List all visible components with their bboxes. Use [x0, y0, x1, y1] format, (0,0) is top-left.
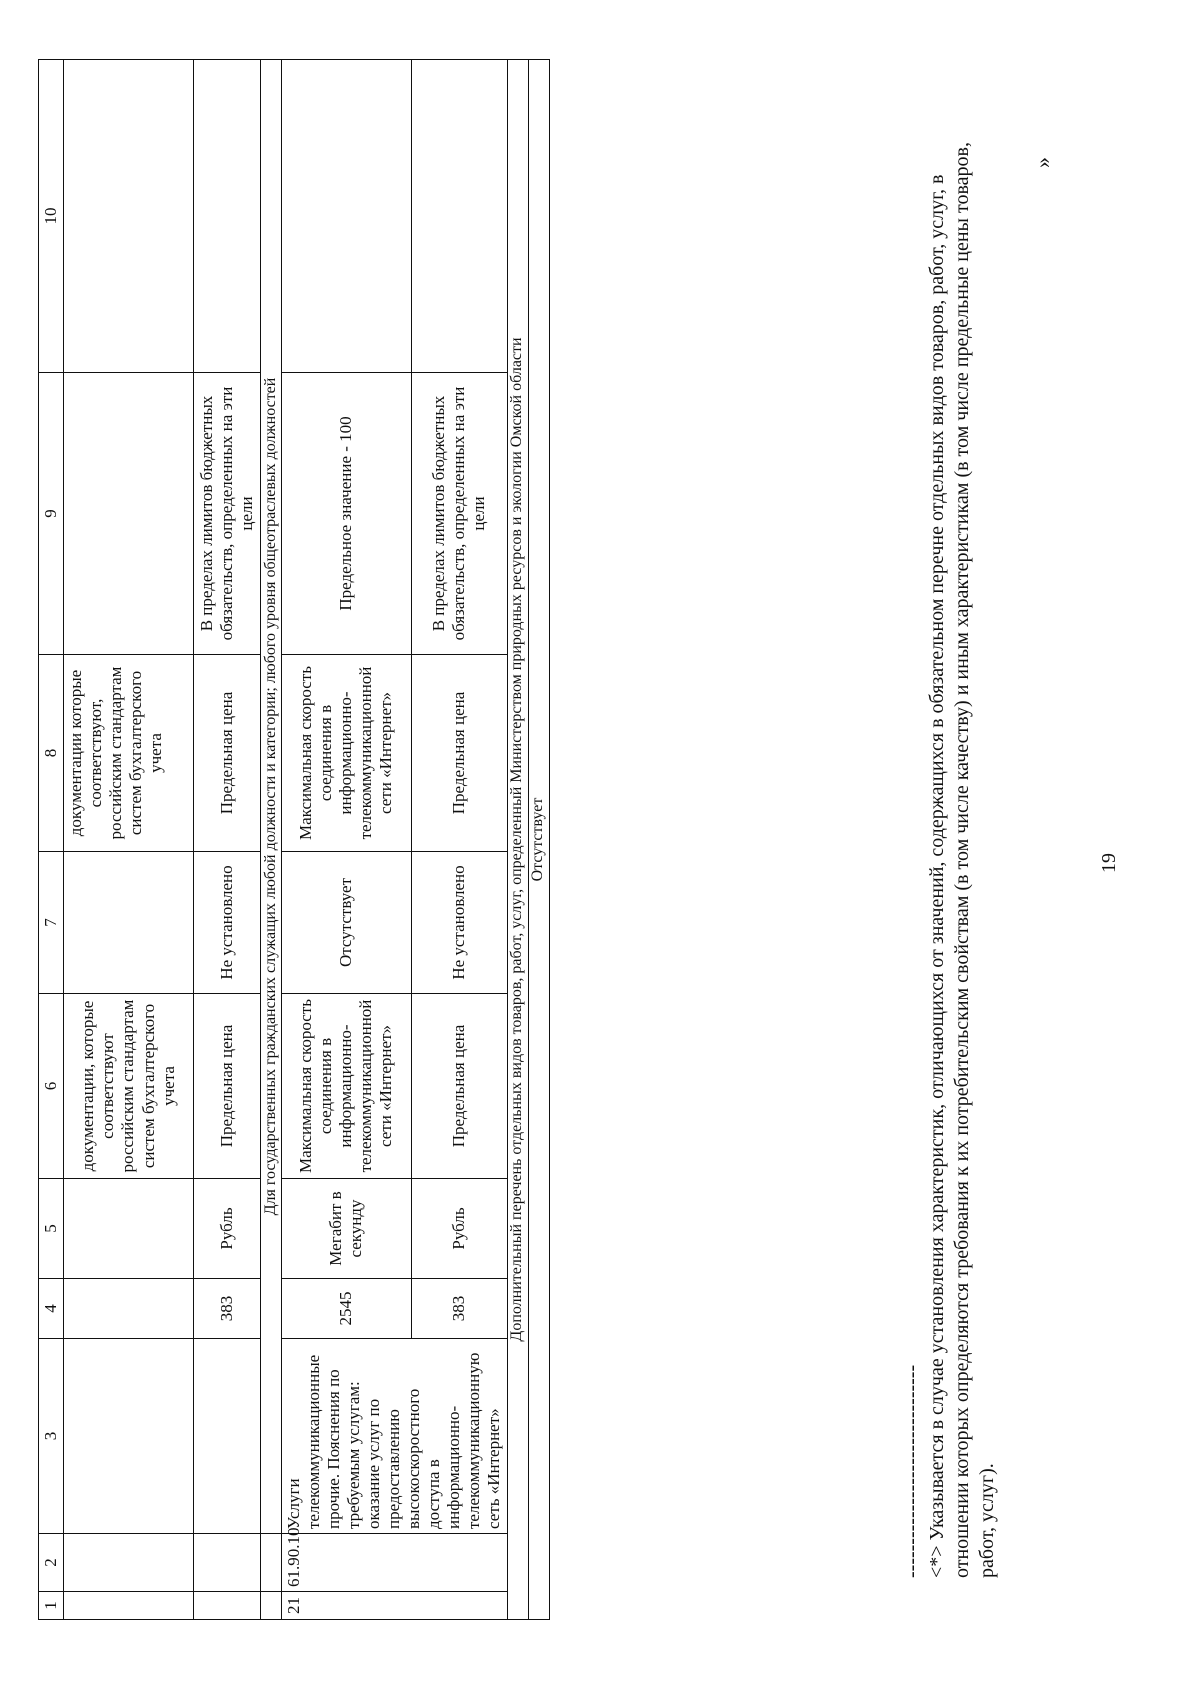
speed-col4: 2545 — [282, 1279, 412, 1339]
additional-band: Дополнительный перечень отдельных видов товаров, работ, услуг, определенный Министерством природных ресурсов и экологии Омской области — [507, 60, 528, 1620]
cell — [194, 1534, 261, 1592]
header-numbers-row — [39, 60, 64, 1620]
header-col-1: 1 — [39, 1592, 64, 1620]
price-a-col7: Не установлено — [194, 852, 261, 994]
absent-band-row — [528, 60, 549, 1620]
footnote-separator: -------------------------------- — [901, 1364, 923, 1578]
cell — [194, 1339, 261, 1534]
cell — [64, 1279, 194, 1339]
page-number: 19 — [1098, 853, 1120, 873]
price-a-col9: В пределах лимитов бюджетных обязательств, определенных на эти цели — [194, 373, 261, 655]
cell — [194, 60, 261, 373]
price-b-col8: Предельная цена — [411, 655, 507, 852]
cont-col6: документации, которые соответствуют российским стандартам систем бухгалтерского учета — [64, 994, 194, 1179]
additional-band-row — [507, 60, 528, 1620]
price-b-col6: Предельная цена — [411, 994, 507, 1179]
speed-col6: Максимальная скорость соединения в информационно-телекоммуникационной сети «Интернет» — [282, 994, 412, 1179]
header-col-2: 2 — [39, 1534, 64, 1592]
cell — [64, 1592, 194, 1620]
header-col-7: 7 — [39, 852, 64, 994]
row-21-code: 61.90.10 — [282, 1534, 508, 1592]
footnote-text: <*> Указывается в случае установления характеристик, отличающихся от значений, содержащихся в обязательном перечне отдельных видов товаров, работ, услуг, в отношении которых определяются требования к их потребительским свойствам (в том числе качеству) и иным характеристикам (в том числе предельные цены товаров, работ, услуг). — [926, 142, 998, 1578]
price-b-col9: В пределах лимитов бюджетных обязательств, определенных на эти цели — [411, 373, 507, 655]
cell — [64, 373, 194, 655]
header-col-6: 6 — [39, 994, 64, 1179]
header-col-5: 5 — [39, 1179, 64, 1279]
header-col-10: 10 — [39, 60, 64, 373]
continuation-row — [64, 60, 194, 1620]
header-col-8: 8 — [39, 655, 64, 852]
rotated-page — [0, 18, 1180, 1668]
price-a-col8: Предельная цена — [194, 655, 261, 852]
cell — [261, 1534, 282, 1592]
closing-quote: » — [1030, 157, 1055, 168]
price-a-col4: 383 — [194, 1279, 261, 1339]
price-b-col4: 383 — [411, 1279, 507, 1339]
cell — [261, 1592, 282, 1620]
price-a-col6: Предельная цена — [194, 994, 261, 1179]
speed-col8: Максимальная скорость соединения в информационно-телекоммуникационной сети «Интернет» — [282, 655, 412, 852]
section-band: Для государственных гражданских служащих любой должности и категории; любого уровня общеотраслевых должностей — [261, 60, 282, 1534]
speed-col9: Предельное значение - 100 — [282, 373, 412, 655]
header-col-9: 9 — [39, 373, 64, 655]
cell — [64, 60, 194, 373]
row-21-number: 21 — [282, 1592, 508, 1620]
cell — [282, 60, 412, 373]
speed-col7: Отсутствует — [282, 852, 412, 994]
cell — [194, 1592, 261, 1620]
cell — [64, 852, 194, 994]
cell — [64, 1339, 194, 1534]
cont-col8: документации которые соответствуют, российским стандартам систем бухгалтерского учета — [64, 655, 194, 852]
absent-band: Отсутствует — [528, 60, 549, 1620]
requirements-table — [38, 59, 550, 1620]
cell — [64, 1534, 194, 1592]
header-col-4: 4 — [39, 1279, 64, 1339]
row-21-description: Услуги телекоммуникационные прочие. Пояснения по требуемым услугам: оказание услуг по предоставлению высокоскоростного доступа в информационно-телекоммуникационную сеть «Интернет» — [282, 1339, 508, 1534]
footnote — [900, 98, 1000, 1578]
cell — [64, 1179, 194, 1279]
price-a-col5: Рубль — [194, 1179, 261, 1279]
header-col-3: 3 — [39, 1339, 64, 1534]
price-b-col5: Рубль — [411, 1179, 507, 1279]
section-band-row — [261, 60, 282, 1620]
row-21-speed — [282, 60, 412, 1620]
price-b-col7: Не установлено — [411, 852, 507, 994]
cell — [411, 60, 507, 373]
price-row-a — [194, 60, 261, 1620]
speed-col5: Мегабит в секунду — [282, 1179, 412, 1279]
